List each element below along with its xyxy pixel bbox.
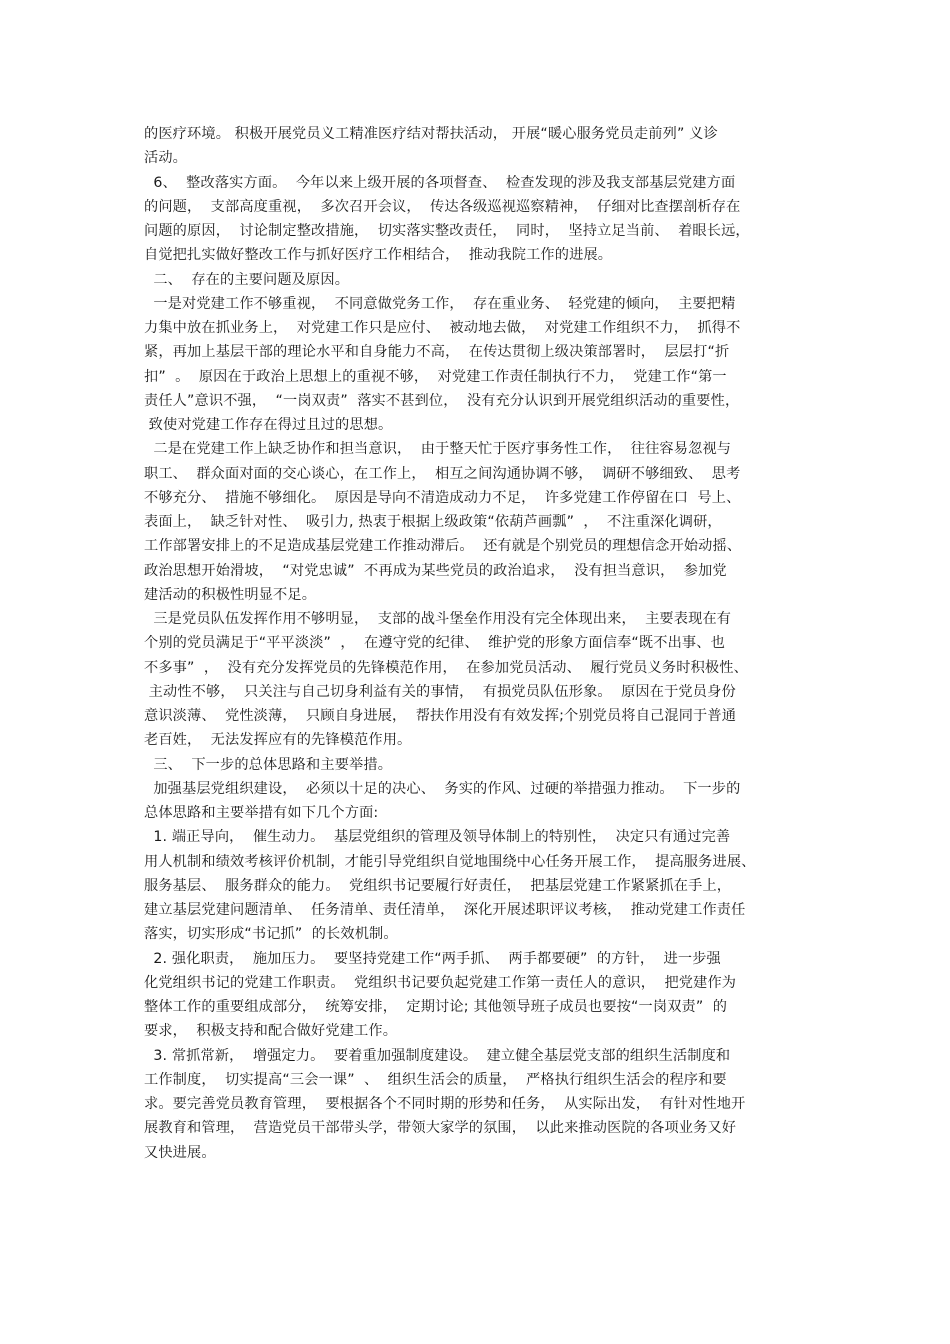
text-line: 意识淡薄、 党性淡薄， 只顾自身进展， 帮扶作用没有有效发挥;个别党员将自己混同于普通 <box>144 708 737 724</box>
text-line: 求。要完善党员教育管理， 要根据各个不同时期的形势和任务， 从实际出发， 有针对性地开 <box>144 1096 746 1112</box>
text-line: 的问题， 支部高度重视， 多次召开会议， 传达各级巡视巡察精神， 仔细对比查摆剖析存在 <box>144 198 741 215</box>
text-line: 一是对党建工作不够重视， 不同意做党务工作， 存在重业务、 轻党建的倾向， 主要把精 <box>144 295 736 312</box>
text-line: 建立基层党建问题清单、 任务清单、责任清单， 深化开展述职评议考核， 推动党建工作责任 <box>144 902 746 918</box>
text-line: 工作部署安排上的不足造成基层党建工作推动滞后。 还有就是个别党员的理想信念开始动摇、 <box>144 538 742 555</box>
text-line: 不多事” ， 没有充分发挥党员的先锋模范作用， 在参加党员活动、 履行党员义务时积极性、 <box>144 659 748 676</box>
text-line: 的医疗环境。 积极开展党员义工精准医疗结对帮扶活动， 开展“暖心服务党员走前列” 义诊 <box>144 126 718 142</box>
text-line: 用人机制和绩效考核评价机制，才能引导党组织自觉地围绕中心任务开展工作， 提高服务进展、 <box>144 853 756 870</box>
text-line: 致使对党建工作存在得过且过的思想。 <box>144 417 393 433</box>
text-line: 不够充分、 措施不够细化。 原因是导向不清造成动力不足， 许多党建工作停留在口 号上、 <box>144 489 741 506</box>
body-text <box>144 122 824 1165</box>
text-line: 落实，切实形成“书记抓” 的长效机制。 <box>144 926 398 943</box>
text-line: 职工、 群众面对面的交心谈心，在工作上， 相互之间沟通协调不够， 调研不够细致、 思考 <box>144 465 741 482</box>
text-line: 建活动的积极性明显不足。 <box>144 586 317 603</box>
text-line: 主动性不够， 只关注与自己切身利益有关的事情， 有损党员队伍形象。 原因在于党员身份 <box>144 683 736 700</box>
text-line: 要求， 积极支持和配合做好党建工作。 <box>144 1023 398 1040</box>
text-line: 政治思想开始滑坡， “对党忠诚” 不再成为某些党员的政治追求， 没有担当意识， 参加党 <box>144 562 727 579</box>
text-line: 二是在党建工作上缺乏协作和担当意识， 由于整天忙于医疗事务性工作， 往往容易忽视与 <box>144 441 732 458</box>
text-line: 化党组织书记的党建工作职责。 党组织书记要负起党建工作第一责任人的意识， 把党建作为 <box>144 974 737 991</box>
text-line: 三是党员队伍发挥作用不够明显， 支部的战斗堡垒作用没有完全体现出来， 主要表现在有 <box>144 611 732 627</box>
text-line: 1. 端正导向， 催生动力。 基层党组织的管理及领导体制上的特别性， 决定只有通过完善 <box>144 829 731 846</box>
text-line: 工作制度， 切实提高“三会一课” 、 组织生活会的质量， 严格执行组织生活会的程序和要 <box>144 1071 727 1088</box>
text-line: 整体工作的重要组成部分， 统筹安排， 定期讨论; 其他领导班子成员也要按“一岗双责” 的 <box>144 999 728 1015</box>
text-line: 紧，再加上基层干部的理论水平和自身能力不高， 在传达贯彻上级决策部署时， 层层打“折 <box>144 344 730 361</box>
text-line: 总体思路和主要举措有如下几个方面: <box>144 805 379 821</box>
text-line: 6、 整改落实方面。 今年以来上级开展的各项督查、 检查发现的涉及我支部基层党建方面 <box>144 174 736 191</box>
text-line: 自觉把扎实做好整改工作与抓好医疗工作相结合， 推动我院工作的进展。 <box>144 247 613 264</box>
text-line: 展教育和管理， 营造党员干部带头学，带领大家学的氛围， 以此来推动医院的各项业务又好 <box>144 1120 737 1137</box>
text-line: 个别的党员满足于“平平淡淡” ， 在遵守党的纪律、 维护党的形象方面信奉“既不出事、也 <box>144 635 725 652</box>
text-line: 3. 常抓常新， 增强定力。 要着重加强制度建设。 建立健全基层党支部的组织生活制度和 <box>144 1047 731 1064</box>
text-line: 又快进展。 <box>144 1144 216 1161</box>
text-line: 力集中放在抓业务上， 对党建工作只是应付、 被动地去做， 对党建工作组织不力， 抓得不 <box>144 320 741 336</box>
text-line: 责任人”意识不强， “一岗双责” 落实不甚到位， 没有充分认识到开展党组织活动的重要性， <box>144 392 740 409</box>
text-line: 三、 下一步的总体思路和主要举措。 <box>144 756 393 773</box>
text-line: 问题的原因， 讨论制定整改措施， 切实落实整改责任， 同时， 坚持立足当前、 着眼长远， <box>144 223 750 239</box>
text-line: 扣” 。 原因在于政治上思想上的重视不够， 对党建工作责任制执行不力， 党建工作“第一 <box>144 368 727 385</box>
text-line: 老百姓， 无法发挥应有的先锋模范作用。 <box>144 732 412 749</box>
text-line: 2. 强化职责， 施加压力。 要坚持党建工作“两手抓、 两手都要硬” 的方针， 进一步强 <box>144 950 721 967</box>
text-line: 加强基层党组织建设， 必须以十足的决心、 务实的作风、过硬的举措强力推动。 下一步的 <box>144 780 741 797</box>
text-line: 表面上， 缺乏针对性、 吸引力, 热衷于根据上级政策“依葫芦画瓢” ， 不注重深化调研， <box>144 514 722 530</box>
text-line: 二、 存在的主要问题及原因。 <box>144 271 350 288</box>
text-line: 服务基层、 服务群众的能力。 党组织书记要履行好责任， 把基层党建工作紧紧抓在手上， <box>144 877 732 894</box>
text-line: 活动。 <box>144 150 188 167</box>
